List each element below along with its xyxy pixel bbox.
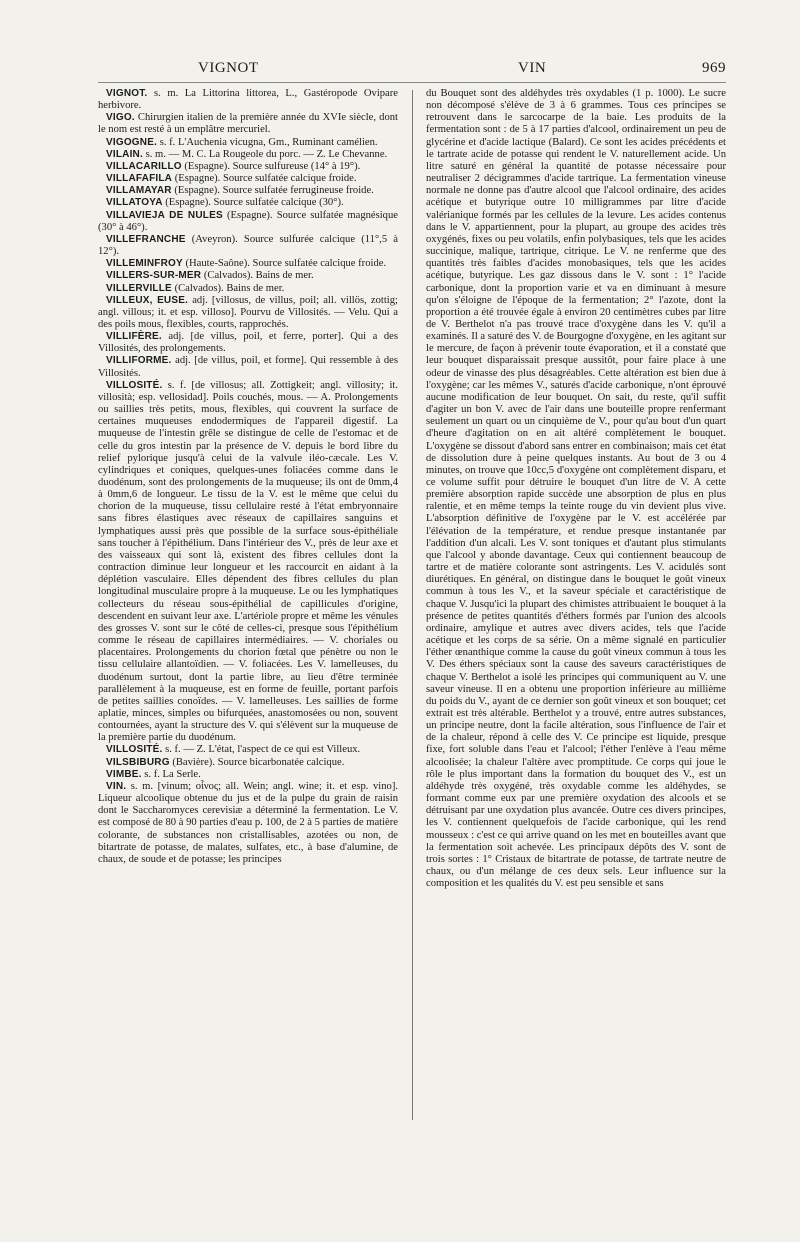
entry-headword: VILSBIBURG xyxy=(106,756,170,768)
entry-text: (Aveyron). Source sulfurée calcique (11°,5 à 12°). xyxy=(98,233,398,258)
dictionary-entry xyxy=(98,88,398,112)
dictionary-entry xyxy=(98,380,398,745)
entry-text: (Espagne). Source sulfatée calcique (30°). xyxy=(162,197,344,209)
dictionary-entry xyxy=(98,112,398,136)
dictionary-entry xyxy=(98,781,398,866)
entry-headword: VILLAFAFILA xyxy=(106,173,173,185)
entry-headword: VIGO. xyxy=(106,112,135,124)
entry-headword: VILLIFÈRE. xyxy=(106,331,162,343)
entry-headword: VILLIFORME. xyxy=(106,355,172,367)
column-divider xyxy=(412,90,413,1120)
entry-text: (Haute-Saône). Source sulfatée calcique froide. xyxy=(182,258,387,270)
dictionary-entry xyxy=(98,295,398,331)
entry-headword: VILLEMINFROY xyxy=(106,258,183,270)
entry-headword: VIN. xyxy=(106,780,127,792)
entry-headword: VILLAMAYAR xyxy=(106,185,172,197)
entry-headword: VILLEFRANCHE xyxy=(106,233,186,245)
entry-text: adj. [de villus, poil, et ferre, porter]. Qui a des Villosités, des prolongements. xyxy=(98,331,398,355)
header-left-word: VIGNOT xyxy=(198,60,259,76)
dictionary-entry xyxy=(98,234,398,258)
entry-headword: VILLOSITÉ. xyxy=(106,744,163,756)
entry-headword: VIMBE. xyxy=(106,768,142,780)
entry-headword: VILLAVIEJA DE NULES xyxy=(106,209,223,221)
left-column xyxy=(98,88,398,866)
entry-headword: VIGOGNE. xyxy=(106,136,158,148)
dictionary-entry xyxy=(98,270,398,282)
entry-text: adj. [de villus, poil, et forme]. Qui ressemble à des Villosités. xyxy=(98,355,398,379)
right-column xyxy=(426,88,726,890)
entry-text: s. f. L'Auchenia vicugna, Gm., Ruminant camélien. xyxy=(157,136,378,148)
dictionary-entry xyxy=(98,757,398,769)
dictionary-entry xyxy=(98,744,398,756)
page-number: 969 xyxy=(702,60,726,76)
entry-text: (Calvados). Bains de mer. xyxy=(201,270,314,282)
entry-text: (Espagne). Source sulfatée ferrugineuse froide. xyxy=(171,185,374,197)
entry-headword: VILLERVILLE xyxy=(106,282,172,294)
dictionary-entry xyxy=(98,149,398,161)
dictionary-entry xyxy=(98,197,398,209)
header-rule xyxy=(98,82,726,83)
header-center-word: VIN xyxy=(518,60,547,76)
entry-text: (Calvados). Bains de mer. xyxy=(171,282,285,294)
entry-text: (Espagne). Source sulfureuse (14° à 19°). xyxy=(181,160,361,172)
entry-headword: VILLERS-SUR-MER xyxy=(106,270,202,282)
dictionary-entry xyxy=(98,283,398,295)
running-header xyxy=(98,60,726,82)
entry-text: s. f. [de villosus; all. Zottigkeit; angl. villosity; it. villosità; esp. vellosidad]. Poils couchés, mous. — A. Prolongements ou saillies très petits, mous, flexibles, qui couvrent la surface de certaines muqueuses endodermiques de l'appareil digestif. La muqueuse de l'intestin grêle se distingue de celle de l'estomac et de celle du gros intestin par la présence de V. depuis le bord libre du relief pylorique jusqu'à celui de la valvule iléo-cæcale. Les V. cylindriques et coniques, quelques-unes foliacées comme dans le duodénum, sont des prolongements de la muqueuse; ils ont de 0mm,4 à 0mm,6 de longueur. Le tissu de la V. est le même que celui du chorion de la muqueuse, tissu cellulaire resté à l'état embryonnaire sans fibres élastiques avec réseaux de capillaires sanguins et lymphatiques aussi près que possible de la surface sous-épithéliale sans toucher à l'épithélium. Dans l'intérieur des V., près de leur axe et des vaisseaux qui sont là, existent des fibres cellules dont la contraction diminue leur longueur et les raccourcit en aidant à la déplétion vasculaire. Elles dépendent des fibres cellules du plan longitudinal musculaire propre à la muqueuse. Le ou les lymphatiques collecteurs du réseau sous-épithélial de capillicules d'origine, descendent en suivant leur axe. L'artériole propre et même les vénules des grosses V. sont sur le côté de celles-ci, presque sous l'épithélium comme le réseau de capillaires intermédiaires. — V. choriales ou placentaires. Prolongements du chorion fœtal que pénètre ou non le tissu cellulaire allantoïdien. — V. foliacées. Les V. lamelleuses, du duodénum surtout, dont la partie libre, au lieu d'être terminée parallèlement à la muqueuse, est en forme de feuille, portant parfois de petites saillies conoïdes. — V. lamelleuses. Les saillies de forme aplatie, minces, simples ou bifurquées, anastomosées ou non, souvent contournées, ayant la structure des V. qui s'élèvent sur la muqueuse de la première partie du duodénum. xyxy=(98,379,398,744)
dictionary-entry xyxy=(98,173,398,185)
entry-text: (Bavière). Source bicarbonatée calcique. xyxy=(169,756,345,768)
dictionary-entry xyxy=(98,137,398,149)
entry-text: s. m. [vinum; οἶνος; all. Wein; angl. wine; it. et esp. vino]. Liqueur alcoolique obtenue du jus et de la pulpe du grain de raisin dont le Saccharomyces cerevisiæ a déterminé la fermentation. Le V. est composé de 80 à 90 parties d'eau p. 100, de 2 à 5 parties de matière colorante, de substances non cristallisables, azotées ou non, de bitartrate de potasse, de malates, sulfates, etc., à base d'alumine, de chaux, de soude et de potasse; les principes xyxy=(98,780,398,865)
entry-headword: VILLOSITÉ. xyxy=(106,379,163,391)
entry-text: adj. [villosus, de villus, poil; all. villös, zottig; angl. villous; it. et esp. villoso]. Pourvu de Villosités. — Velu. Qui a des poils mous, flexibles, courts, rapprochés. xyxy=(98,294,398,330)
entry-headword: VIGNOT. xyxy=(106,88,148,99)
entry-text: s. m. — M. C. La Rougeole du porc. — Z. Le Chevanne. xyxy=(142,148,388,160)
dictionary-entry xyxy=(98,161,398,173)
entry-headword: VILLACARILLO xyxy=(106,160,182,172)
entry-text: Chirurgien italien de la première année du XVIe siècle, dont le nom est resté à un emplâtre mercuriel. xyxy=(98,112,398,136)
dictionary-entry xyxy=(98,210,398,234)
entry-text: s. f. La Serle. xyxy=(141,768,201,780)
entry-headword: VILAIN. xyxy=(106,148,143,160)
right-column-text: du Bouquet sont des aldéhydes très oxydables (1 p. 1000). Le sucre non décomposé s'élève de 3 à 6 grammes. Tous ces principes se retrouvent dans le sarcocarpe de la baie. Les produits de la fermentation sont : de 5 à 17 parties d'alcool, ordinairement un peu de glycérine et d'acide lactique (Balard). Ce sont les acides précédents et le tartrate acide de potasse qui rendent le V. naturellement acide. Un litre saturé en général la quantité de potasse nécessaire pour neutraliser 2 décigrammes d'acide tartrique. La fermentation vineuse normale ne donne pas d'autre alcool que l'alcool ordinaire, des acides acétique et butyrique outre 10 milligrammes par litre d'acide valérianique formés par les cellules de la levure. Les acides contenus dans le V. appartiennent, pour la plupart, au groupe des acides très oxygénés, fixes ou peu volatils, enfin polybasiques, tels que les acides succinique, malique, tartrique, citrique. Le V. ne renferme que des quantités très faibles d'acides monobasiques, tels que les acides acétique, butyrique. Les gaz dissous dans le V. sont : 1° l'acide carbonique, dont la proportion varie et va en diminuant à mesure qu'on s'éloigne de l'époque de la fermentation; 2° l'azote, dont la proportion a été trouvée égale à environ 20 centimètres cubes par litre de V. Berthelot n'a pas trouvé trace d'oxygène dans les V. qu'il a examinés. Il a saturé des V. de Bourgogne d'oxygène, en les agitant sur le mercure, de façon à prévenir toute évaporation, et il a constaté que leur bouquet disparaissait presque aussitôt, pour faire place à une odeur de vinasse des plus désagréables. Cette altération est bien due à l'oxygène; car les mêmes V., saturés d'acide carbonique, n'ont éprouvé aucune modification de leur bouquet. On sait, du reste, qu'il suffit d'agiter un bon V. avec de l'air dans une bouteille propre renfermant seulement un quart ou un cinquième de V., pour qu'au bout d'un quart d'heure d'agitation on en ait altéré complètement le bouquet. L'oxygène se dissout d'abord sans entrer en combinaison; mais cet état de dissolution dure à peine quelques instants. Au bout de 3 ou 4 minutes, on trouve que 10cc,5 d'oxygène ont complètement disparu, et ce volume suffit pour détruire le bouquet d'un litre de V. A cette première absorption rapide succède une absorption de plus en plus ralentie, et en même temps la teinte rouge du vin devient plus vive. L'absorption définitive de l'oxygène par le V. est accélérée par l'élévation de la température, et rendue presque instantanée par l'addition d'un alcali. Les V. sont toniques et d'autant plus stimulants que l'alcool y abonde davantage. Ceux qui contiennent beaucoup de tartre et de matière colorante sont astringents. Les V. acidulés sont diurétiques. En général, on distingue dans le bouquet le goût vineux commun à tous les V., et la saveur spéciale et caractéristique de chaque V. Jusqu'ici la plupart des chimistes attribuaient le bouquet à la présence de petites quantités d'éthers formés par l'union des alcools ordinaire, amylique et autres avec divers acides, tels que l'acide acétique et les corps de sa série. On a même signalé en particulier l'éther œnanthique comme la cause du goût vineux commun à tous les V. Des éthers spéciaux sont la cause des saveurs caractéristiques de chaque V. Berthelot a isolé les principes qui communiquent au V. une saveur vineuse. Il en a obtenu une proportion inférieure au millième du poids du V., ayant de ce dernier son goût vineux et son bouquet; cet extrait est très altérable. Berthelot y a trouvé, entre autres substances, un principe neutre, dont la facile altération, sous l'influence de l'air et de la chaleur, répond à celle des V. Ce principe est liquide, presque fixe, fort soluble dans l'eau et l'alcool; l'éther l'enlève à l'eau même alcoolisée; la chaleur l'altère avec promptitude. Ce corps qui joue le rôle le plus important dans la formation du bouquet des V., est un aldéhyde très oxygéné, très oxydable comme les aldéhydes, se formant comme eux par une première oxydation des alcools et se détruisant par une oxydation plus avancée. Outre ces divers principes, les V. contiennent quelquefois de l'acide carbonique, qui les rend mousseux : c'est ce qui arrive quand on les met en bouteilles avant que la fermentation soit achevée. Les principaux dépôts des V. sont de trois sortes : 1° Cristaux de bitartrate de potasse, de tartrate neutre de chaux, ou d'un mélange de ces deux sels. Leur influence sur la composition et les qualités du V. est peu sensible et sans xyxy=(426,88,726,890)
dictionary-entry xyxy=(98,258,398,270)
entry-text: s. m. La Littorina littorea, L., Gastéropode Ovipare herbivore. xyxy=(98,88,398,112)
dictionary-entry xyxy=(98,769,398,781)
entry-text: (Espagne). Source sulfatée magnésique (30° à 46°). xyxy=(98,209,398,233)
entry-headword: VILLEUX, EUSE. xyxy=(106,294,189,306)
entry-headword: VILLATOYA xyxy=(106,197,163,209)
dictionary-entry xyxy=(98,355,398,379)
dictionary-entry xyxy=(98,185,398,197)
entry-text: (Espagne). Source sulfatée calcique froide. xyxy=(172,173,357,185)
entry-text: s. f. — Z. L'état, l'aspect de ce qui est Villeux. xyxy=(162,744,361,756)
dictionary-entry xyxy=(98,331,398,355)
